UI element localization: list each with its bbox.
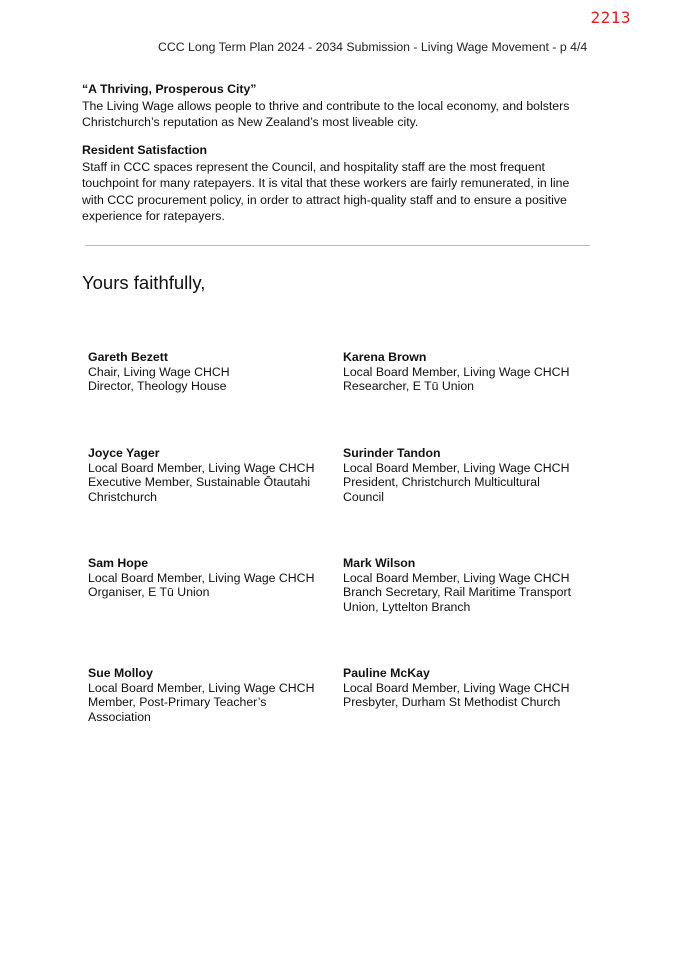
signatory-role: Organiser, E Tū Union bbox=[88, 585, 210, 600]
section-resident-satisfaction bbox=[82, 142, 592, 225]
signatory-role: Local Board Member, Living Wage CHCH bbox=[343, 460, 570, 475]
signatory-role: Member, Post-Primary Teacher’s bbox=[88, 695, 267, 710]
signatory-block bbox=[343, 446, 593, 504]
signatory-name: Sam Hope bbox=[88, 556, 149, 570]
signatory-role: Presbyter, Durham St Methodist Church bbox=[343, 695, 561, 710]
signatory-role: Association bbox=[88, 709, 151, 724]
signatory-role: Local Board Member, Living Wage CHCH bbox=[343, 570, 570, 585]
signatory-name: Sue Molloy bbox=[88, 666, 153, 680]
signatory-role: Local Board Member, Living Wage CHCH bbox=[88, 570, 315, 585]
signatory-block bbox=[88, 350, 338, 394]
signatory-role: Union, Lyttelton Branch bbox=[343, 599, 471, 614]
horizontal-divider bbox=[85, 245, 590, 246]
signatory-role: Local Board Member, Living Wage CHCH bbox=[343, 680, 570, 695]
signatory-role: Local Board Member, Living Wage CHCH bbox=[88, 460, 315, 475]
page-number: 2213 bbox=[590, 8, 631, 27]
section-body: Staff in CCC spaces represent the Council, and hospitality staff are the most frequent touchpoint for many ratepayers. It is vital that these workers are fairly remunerated, in line with CCC procurement policy, in order to attract high-quality staff and to ensure a positive experience for ratepayers. bbox=[82, 159, 570, 223]
section-heading: “A Thriving, Prosperous City” bbox=[82, 82, 257, 96]
signatory-role: Researcher, E Tū Union bbox=[343, 379, 475, 394]
signatory-name: Surinder Tandon bbox=[343, 446, 441, 460]
signatory-name: Joyce Yager bbox=[88, 446, 160, 460]
signatory-block bbox=[343, 666, 593, 710]
signatory-name: Mark Wilson bbox=[343, 556, 416, 570]
signatory-role: Chair, Living Wage CHCH bbox=[88, 364, 230, 379]
signatory-role: Local Board Member, Living Wage CHCH bbox=[343, 364, 570, 379]
signatory-name: Pauline McKay bbox=[343, 666, 430, 680]
running-header: CCC Long Term Plan 2024 - 2034 Submission - Living Wage Movement - p 4/4 bbox=[158, 40, 588, 54]
section-thriving-city bbox=[82, 81, 592, 131]
signatory-role: Local Board Member, Living Wage CHCH bbox=[88, 680, 315, 695]
signatory-role: Branch Secretary, Rail Maritime Transport bbox=[343, 585, 572, 600]
signatory-block bbox=[343, 350, 593, 394]
signatory-role: Christchurch bbox=[88, 489, 158, 504]
signatory-role: President, Christchurch Multicultural bbox=[343, 475, 540, 490]
closing-salutation: Yours faithfully, bbox=[82, 272, 206, 293]
signatory-role: Council bbox=[343, 489, 385, 504]
signatory-block bbox=[88, 446, 338, 504]
section-heading: Resident Satisfaction bbox=[82, 143, 208, 157]
signatory-name: Karena Brown bbox=[343, 350, 427, 364]
section-body: The Living Wage allows people to thrive and contribute to the local economy, and bolsters Christchurch’s reputation as New Zealand’s most liveable city. bbox=[82, 98, 570, 129]
signatory-block bbox=[343, 556, 593, 614]
signatory-role: Executive Member, Sustainable Ōtautahi bbox=[88, 475, 311, 490]
signatory-role: Director, Theology House bbox=[88, 379, 227, 394]
signatory-name: Gareth Bezett bbox=[88, 350, 168, 364]
signatory-block bbox=[88, 556, 338, 600]
signatory-block bbox=[88, 666, 338, 724]
